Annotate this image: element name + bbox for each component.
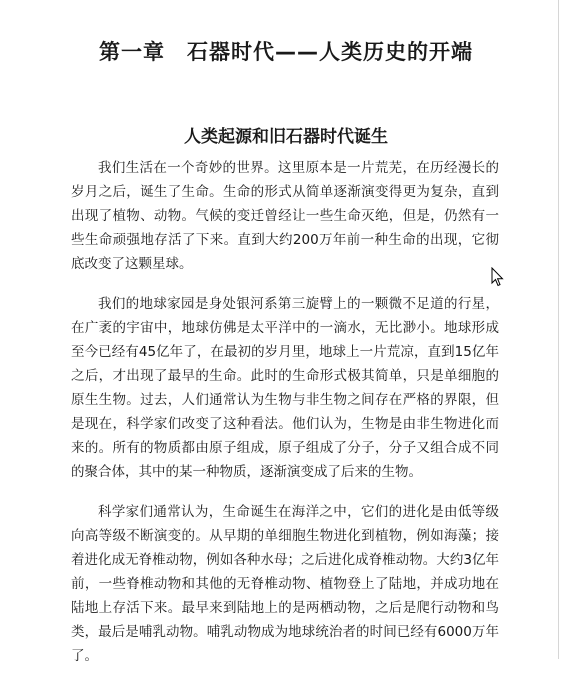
page-edge [556, 0, 572, 659]
page-divider [558, 0, 559, 659]
paragraph-3: 科学家们通常认为，生命诞生在海洋之中，它们的进化是由低等级向高等级不断演变的。从早期的单细胞生物进化到植物，例如海藻；接着进化成无脊椎动物，例如各种水母；之后进化成脊椎动物。大约3亿年前，一些脊椎动物和其他的无脊椎动物、植物登上了陆地，并成功地在陆地上存活下来。最早来到陆地上的是两栖动物，之后是爬行动物和鸟类，最后是哺乳动物。哺乳动物成为地球统治者的时间已经有6000万年了。 [71, 504, 499, 664]
mouse-cursor-icon [491, 267, 505, 287]
paragraph-1: 我们生活在一个奇妙的世界。这里原本是一片荒芜，在历经漫长的岁月之后，诞生了生命。生命的形式从简单逐渐演变得更为复杂，直到出现了植物、动物。气候的变迁曾经让一些生命灭绝，但是，仍然有一些生命顽强地存活了下来。直到大约200万年前一种生命的出现，它彻底改变了这颗星球。 [71, 160, 499, 272]
section-title: 人类起源和旧石器时代诞生 [184, 127, 388, 147]
paragraph-2: 我们的地球家园是身处银河系第三旋臂上的一颗微不足道的行星，在广袤的宇宙中，地球仿佛是太平洋中的一滴水，无比渺小。地球形成至今已经有45亿年了，在最初的岁月里，地球上一片荒凉，直到15亿年之后，才出现了最早的生命。此时的生命形式极其简单，只是单细胞的原生生物。过去，人们通常认为生物与非生物之间存在严格的界限，但是现在，科学家们改变了这种看法。他们认为，生物是由非生物进化而来的。所有的物质都由原子组成，原子组成了分子，分子又组合成不同的聚合体，其中的某一种物质，逐渐演变成了后来的生物。 [71, 296, 499, 480]
body-text [71, 156, 499, 684]
chapter-title: 第一章 石器时代——人类历史的开端 [99, 40, 473, 64]
